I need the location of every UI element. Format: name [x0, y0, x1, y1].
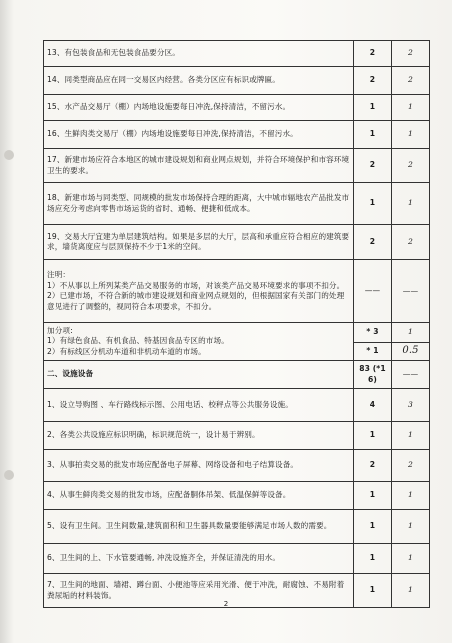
bonus-row [44, 323, 430, 343]
awarded-score: 2 [392, 225, 430, 260]
criterion-text: 5、设有卫生间。卫生间数量,建筑面积和卫生器具数量要能够满足市场人数的需要。 [44, 510, 354, 544]
max-score: 2 [354, 225, 392, 260]
awarded-score: 1 [392, 574, 430, 608]
note-row [44, 260, 430, 323]
table-row [44, 95, 430, 121]
criterion-text: 14、同类型商品应在同一交易区内经营。各类分区应有标识或牌匾。 [44, 67, 354, 95]
criterion-text: 7、卫生间的地面、墙裙、蹲台面、小便池等应采用光滑、便于冲洗，耐腐蚀、不易附着粪尿垢的材料装饰。 [44, 574, 354, 608]
table-row [44, 225, 430, 260]
max-score: 1 [354, 121, 392, 149]
note-line: 2）已建市场，不符合新的城市建设规划和商业网点规划的，但根据国家有关部门的处理意见进行了调整的，视同符合本项要求，不扣分。 [47, 291, 345, 311]
awarded-score: 1 [392, 323, 430, 343]
max-score: 2 [354, 41, 392, 67]
awarded-score: 1 [392, 544, 430, 574]
max-score: 1 [354, 183, 392, 225]
table-row [44, 121, 430, 149]
criterion-text: 15、水产品交易厅（棚）内场地设施要每日冲洗,保持清洁，不留污水。 [44, 95, 354, 121]
criterion-text: 4、从事生鲜肉类交易的批发市场，应配备胴体吊架、低温保鲜等设备。 [44, 482, 354, 510]
inspection-score-table [43, 40, 430, 608]
bonus-heading: 加分项: [47, 325, 73, 335]
criterion-text: 16、生鲜肉类交易厅（棚）内场地设施要每日冲洗,保持清洁，不留污水。 [44, 121, 354, 149]
awarded-score: 0.5 [392, 343, 430, 361]
table-row [44, 422, 430, 450]
section-score: 83 (*16) [354, 361, 392, 389]
max-score: 4 [354, 389, 392, 422]
max-score: 1 [354, 544, 392, 574]
page-number: 2 [223, 600, 229, 608]
max-score: 1 [354, 482, 392, 510]
awarded-score: 1 [392, 95, 430, 121]
note-line: 1）不从事以上所列某类产品交易服务的市场，对该类产品交易环境要求的事项不扣分。 [47, 280, 345, 290]
max-score: * 1 [354, 343, 392, 361]
criterion-text: 6、卫生间的上、下水管要通畅, 冲洗设施齐全，并保证清洗的用水。 [44, 544, 354, 574]
criterion-text: 19、交易大厅宜建为单层建筑结构。如果是多层的大厅，层高和承重应符合相应的建筑要求，墙货离度应与层顶保持不少于1米的空间。 [44, 225, 354, 260]
awarded-score: —— [392, 260, 430, 323]
table-row [44, 510, 430, 544]
note-text [44, 260, 354, 323]
criterion-text: 3、从事拍卖交易的批发市场应配备电子屏幕、网络设备和电子结算设备。 [44, 450, 354, 482]
table-row [44, 450, 430, 482]
bonus-text [44, 323, 354, 361]
criterion-text: 17、新建市场应符合本地区的城市建设规划和商业网点规划，并符合环境保护和市容环境卫生的要求。 [44, 149, 354, 183]
max-score: 1 [354, 422, 392, 450]
max-score: 2 [354, 450, 392, 482]
awarded-score: 1 [392, 482, 430, 510]
awarded-score: 1 [392, 510, 430, 544]
awarded-score: 2 [392, 67, 430, 95]
max-score: —— [354, 260, 392, 323]
max-score: * 3 [354, 323, 392, 343]
binding-hole [4, 470, 14, 480]
section-header-row [44, 361, 430, 389]
awarded-score: 1 [392, 422, 430, 450]
table-row [44, 67, 430, 95]
section-awarded: —— [392, 361, 430, 389]
max-score: 1 [354, 574, 392, 608]
table-row [44, 149, 430, 183]
awarded-score: 1 [392, 121, 430, 149]
table-row [44, 544, 430, 574]
bonus-line: 2）有标线区分机动车道和非机动车道的市场。 [47, 346, 206, 356]
awarded-score: 2 [392, 450, 430, 482]
criterion-text: 2、各类公共设施应标识明确，标识规范统一，设计易于辨别。 [44, 422, 354, 450]
binding-hole [4, 150, 14, 160]
criterion-text: 18、新建市场与同类型、同规模的批发市场保持合理的距离，大中城市辐地农产品批发市场应充分考虑向零售市场运货的省时、通畅、便捷和低成本。 [44, 183, 354, 225]
note-heading: 注明： [47, 270, 71, 279]
bonus-line: 1）有绿色食品、有机食品、特基因食品专区的市场。 [47, 336, 229, 346]
table-row [44, 41, 430, 67]
awarded-score: 3 [392, 389, 430, 422]
awarded-score: 2 [392, 41, 430, 67]
awarded-score: 2 [392, 149, 430, 183]
max-score: 2 [354, 149, 392, 183]
max-score: 2 [354, 67, 392, 95]
criterion-text: 13、有包装食品和无包装食品要分区。 [44, 41, 354, 67]
awarded-score: 1 [392, 183, 430, 225]
section-title: 二、设施设备 [44, 361, 354, 389]
criterion-text: 1、设立导购图 、车行路线标示图、公用电话、校秤点等公共服务设施。 [44, 389, 354, 422]
max-score: 1 [354, 95, 392, 121]
table-row [44, 389, 430, 422]
table-row [44, 183, 430, 225]
max-score: 1 [354, 510, 392, 544]
table-row [44, 482, 430, 510]
